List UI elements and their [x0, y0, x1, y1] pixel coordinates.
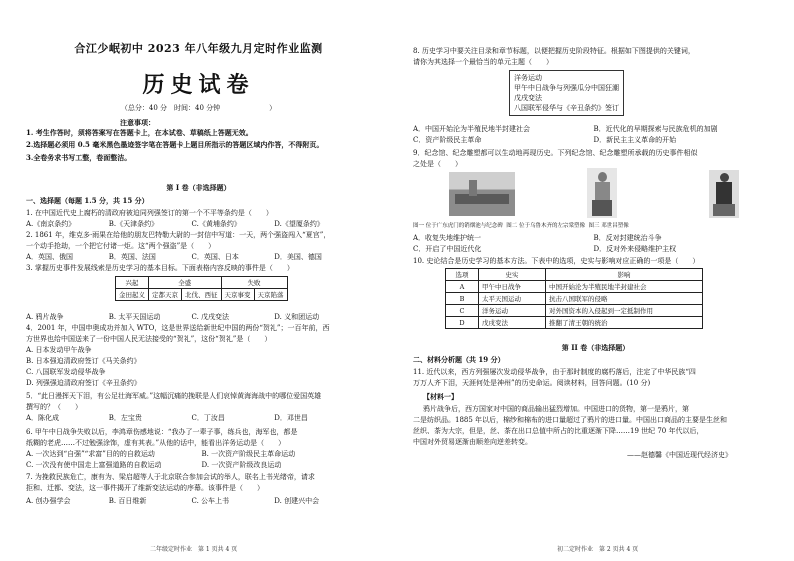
q9-caption-3: 图三 邓世昌塑像	[588, 223, 629, 229]
q10-stem: 10. 史论结合是历史学习的基本方法。下表中的选项，史实与影响对应正确的一项是（ ）	[413, 257, 700, 265]
q10-table	[445, 268, 703, 329]
q5-options	[26, 413, 357, 423]
q9-line-1: 9．纪念馆、纪念雕塑都可以生动地再现历史。下列纪念馆、纪念雕塑所承载的历史事件相似	[413, 149, 698, 157]
subject-title: 历史试卷	[142, 72, 255, 98]
q2-line-1: 2. 1861 年，维克多·雨果在给他的朋友巴特勒大尉的一封信中写道：一天，两个强盗闯入“夏宫”，	[26, 231, 331, 239]
q2-option-c: C．英国、日本	[191, 253, 239, 261]
q3-table-wrap	[115, 276, 397, 301]
q6-option-b: B. 一次资产阶级民主革命运动	[201, 450, 296, 458]
q3-table	[115, 276, 288, 301]
q9-caption-2: 图二 位于乌鲁木齐的左宗棠塑像	[506, 223, 585, 229]
q6-option-a: A. 一次达到“自强”“求富”目的的自救运动	[26, 450, 155, 458]
q8-option-a: A．中国开始沦为半殖民地半封建社会	[413, 125, 531, 133]
q4-option-c: C. 八国联军发动侵华战争	[26, 368, 106, 376]
q10-table-wrap	[445, 268, 794, 329]
part1-heading: 第 I 卷（非选择题）	[166, 183, 231, 192]
q5-line-2: 撰写的？（ ）	[26, 403, 82, 411]
q7-option-d: D. 创建兴中会	[274, 497, 320, 505]
page-2-footer: 初二定时作业 第 2 页共 4 页	[557, 546, 639, 553]
q9-option-d: D．反对外来侵略维护主权	[593, 245, 677, 253]
q8-options-row2	[413, 135, 774, 145]
q1-stem: 1. 在中国近代史上腐朽的清政府被迫同列强签订的第一个不平等条约是（ ）	[26, 209, 273, 217]
q3-stem: 3. 掌握历史事件发展线索是历史学习的基本目标。下面表格内容反映的事件是（ ）	[26, 264, 294, 272]
part2-heading: 第 II 卷（非选择题）	[561, 343, 630, 352]
q3-cell: 天京事变	[221, 289, 254, 301]
q10-cell: 洋务运动	[479, 305, 546, 317]
q5-option-d: D．邓世昌	[274, 414, 308, 422]
q2-option-a: A．英国、俄国	[26, 253, 74, 261]
notice-2: 2.选择题必须用 0.5 毫米黑色墨迹签字笔在答题卡上题目所指示的答题区域内作答，不得附页。	[26, 140, 324, 149]
q9-options-row1	[413, 233, 774, 243]
q2-line-2: 一个动手抢劫，一个把它付诸一炬。这“两个强盗”是（ ）	[26, 242, 216, 250]
q8-keyword: 洋务运动	[514, 74, 542, 82]
q4-option-b: B. 日本强迫清政府签订《马关条约》	[26, 357, 141, 365]
q1-option-b: B.《天津条约》	[108, 220, 159, 228]
q9-caption-1: 图一 位于广东虎门的销烟池与纪念碑	[413, 223, 503, 229]
q4-line-1: 4．2001 年，中国申奥成功并加入 WTO，这是世界送给新世纪中国的两份“贺礼”；一百年前，西	[26, 324, 330, 332]
q10-cell: C	[446, 305, 479, 317]
q10-cell: 中国开始沦为半殖民地半封建社会	[546, 281, 703, 293]
q8-keyword-box	[509, 70, 624, 116]
q10-cell: 太平天国运动	[479, 293, 546, 305]
q9-options-row2	[413, 244, 774, 254]
q4-option-a: A. 日本发动甲午战争	[26, 346, 92, 354]
q6-line-2: 纸糊的老虎……不过勉强涂饰，虚有其表。”从他的话中，能看出洋务运动是（ ）	[26, 439, 286, 447]
q6-options-row2	[26, 460, 377, 470]
q9-option-a: A．收复失地维护统一	[413, 234, 482, 242]
q8-options-row1	[413, 124, 774, 134]
q9-line-2: 之处是（ ）	[413, 160, 462, 168]
material-line-2: 二是纺织品。1885 年以后，棉纱和棉布的进口量超过了鸦片的进口量。中国出口商品的主要是生丝和	[413, 416, 728, 424]
q9-option-c: C．开启了中国近代化	[413, 245, 482, 253]
section2-heading: 二、材料分析题（共 19 分）	[413, 355, 505, 364]
notice-heading: 注意事项：	[120, 118, 155, 127]
q3-option-b: B. 太平天国运动	[108, 313, 161, 321]
q9-captions	[413, 222, 794, 230]
q4-line-2: 方世界也给中国送来了一份中国人民无法接受的“贺礼”，这份“贺礼”是（ ）	[26, 335, 272, 343]
q7-option-a: A. 创办强学会	[26, 497, 71, 505]
q8-line-1: 8. 历史学习中要关注目录和章节标题，以便把握历史阶段特征。根据如下图提供的关键词，	[413, 47, 695, 55]
q8-option-c: C．资产阶级民主革命	[413, 136, 482, 144]
q5-option-b: B．左宝贵	[108, 414, 142, 422]
q10-cell: 抗击八国联军的侵略	[546, 293, 703, 305]
material-line-4: 中国对外贸易逐渐由顺差向逆差转变。	[413, 438, 532, 446]
q7-option-b: B. 百日维新	[108, 497, 147, 505]
q3-cell: 北伐、西征	[182, 289, 222, 301]
page-2	[397, 0, 794, 561]
q2-option-b: B．英国、法国	[108, 253, 156, 261]
material-line-3: 丝织、茶为大宗，但是，丝、茶在出口总值中所占的比重逐渐下降……19 世纪 70 年代以后，	[413, 427, 704, 435]
q5-option-c: C．丁汝昌	[191, 414, 225, 422]
page-1-footer: 二年级定时作业 第 1 页共 4 页	[150, 546, 238, 553]
q10-cell: B	[446, 293, 479, 305]
q8-keyword-box-wrap	[509, 70, 794, 116]
notice-1: 1. 考生作答时，须将答案写在答题卡上，在本试卷、草稿纸上答题无效。	[26, 128, 253, 137]
material-heading: 【材料一】	[423, 392, 458, 401]
q10-cell: 推翻了清王朝的统治	[546, 317, 703, 329]
q3-h-rise: 兴起	[116, 277, 149, 289]
q10-cell: D	[446, 317, 479, 329]
q7-line-2: 拒和、迁都、变法，这一事件揭开了维新变法运动的序幕。该事件是（ ）	[26, 484, 264, 492]
q5-line-1: 5．“此日漫挥天下泪，有公足壮海军威。”这幅沉痛的挽联是人们哀悼黄海海战中的哪位爱国英雄	[26, 392, 322, 400]
notice-3: 3.全卷务求书写工整，卷面整洁。	[26, 153, 132, 162]
q8-option-b: B．近代化的早期探索与民族危机的加剧	[593, 125, 718, 133]
q3-option-c: C. 戊戌变法	[191, 313, 230, 321]
q7-options	[26, 496, 357, 506]
q2-option-d: D．美国、德国	[274, 253, 322, 261]
q9-option-b: B．反对封建统治斗争	[593, 234, 662, 242]
q10-cell: 甲午中日战争	[479, 281, 546, 293]
school-title: 合江少岷初中 2023 年八年级九月定时作业监测	[74, 42, 323, 55]
q11-line-2: 万万人齐下泪，天涯何处是神州”的历史命运。阅读材料，回答问题。(10 分)	[413, 379, 651, 387]
q6-options-row1	[26, 449, 377, 459]
q3-option-a: A. 鸦片战争	[26, 313, 64, 321]
q10-cell: A	[446, 281, 479, 293]
section1-heading: 一、选择题（每题 1.5 分，共 15 分）	[26, 196, 149, 205]
q11-line-1: 11. 近代以来，西方列强屡次发动侵华战争，由于那时制度的腐朽落后，注定了中华民族“四	[413, 368, 696, 376]
q8-line-2: 请你为其选择一个最恰当的单元主题（ ）	[413, 58, 553, 66]
q3-cell: 天京陷落	[254, 289, 287, 301]
q3-h-peak: 全盛	[149, 277, 222, 289]
q6-option-c: C. 一次没有使中国走上富强道路的自救运动	[26, 461, 162, 469]
q3-option-d: D. 义和团运动	[274, 313, 320, 321]
q1-option-d: D.《望厦条约》	[274, 220, 324, 228]
q3-options	[26, 312, 357, 322]
q3-h-fail: 失败	[221, 277, 287, 289]
q4-option-d: D. 列强强迫清政府签订《辛丑条约》	[26, 379, 141, 387]
q6-option-d: D. 一次资产阶级改良运动	[201, 461, 282, 469]
q10-header: 史实	[479, 269, 546, 281]
q5-option-a: A．陈化成	[26, 414, 60, 422]
q1-option-a: A.《南京条约》	[26, 220, 76, 228]
q7-option-c: C. 公车上书	[191, 497, 230, 505]
q10-cell: 戊戌变法	[479, 317, 546, 329]
q6-line-1: 6. 甲午中日战争失败以后，李鸿章伤感地说：“我办了一辈子事，练兵也，海军也，都是	[26, 428, 298, 436]
q9-photo-3	[709, 170, 794, 222]
q3-cell: 定都天京	[149, 289, 182, 301]
q3-cell: 金田起义	[116, 289, 149, 301]
q10-cell: 对外国资本的入侵起到一定抵制作用	[546, 305, 703, 317]
q8-option-d: D．新民主主义革命的开始	[593, 136, 677, 144]
q2-options	[26, 252, 357, 262]
material-line-1: 鸦片战争后，西方国家对中国的商品输出猛烈增加。中国进口的货物，第一是鸦片，第	[423, 405, 689, 413]
q8-keyword: 甲午中日战争与列强瓜分中国狂潮	[514, 84, 619, 92]
q10-header: 选项	[446, 269, 479, 281]
q1-option-c: C.《黄埔条约》	[191, 220, 241, 228]
q8-keyword: 八国联军侵华与《辛丑条约》签订	[514, 104, 619, 112]
q10-header: 影响	[546, 269, 703, 281]
score-time: （总分：40 分 时间：40 分钟 ）	[120, 104, 277, 112]
q8-keyword: 戊戌变法	[514, 94, 542, 102]
q7-line-1: 7. 为挽救民族危亡，康有为、梁启超等人于北京联合参加会试的举人，联名上书光绪帝，请求	[26, 473, 315, 481]
material-source: ——赵德馨《中国近现代经济史》	[627, 451, 732, 459]
q1-options	[26, 219, 357, 229]
